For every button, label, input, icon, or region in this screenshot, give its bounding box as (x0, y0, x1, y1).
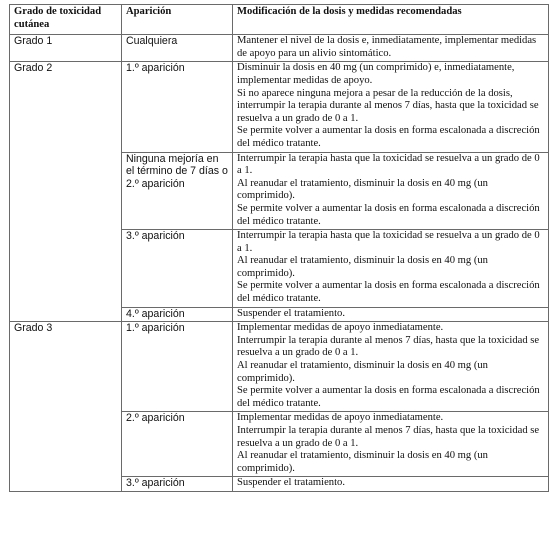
grade-cell: Grado 1 (10, 35, 122, 62)
recommendation-line: Se permite volver a aumentar la dosis en forma escalonada a discreción del médico tratante. (237, 202, 540, 227)
recommendation-line: Interrumpir la terapia hasta que la toxicidad se resuelva a un grado de 0 a 1. (237, 152, 540, 177)
recommendation-cell (233, 62, 549, 152)
recommendation-line: Se permite volver a aumentar la dosis en forma escalonada a discreción del médico tratante. (237, 385, 540, 409)
recommendation-cell (233, 152, 549, 230)
recommendation-line: Implementar medidas de apoyo inmediatamente. (237, 412, 444, 424)
table-row (10, 322, 549, 412)
header-occurrence: Aparición (122, 5, 233, 35)
occurrence-cell: 4.º aparición (122, 307, 233, 322)
grade-cell: Grado 2 (10, 62, 122, 322)
recommendation-line: Si no aparece ninguna mejora a pesar de la reducción de la dosis, interrumpir la terapia durante al menos 7 días, hasta que la toxicidad se resuelva a un grado de 0 a 1. (237, 87, 539, 124)
occurrence-cell: 2.º aparición (122, 412, 233, 477)
recommendation-line: Mantener el nivel de la dosis e, inmediatamente, implementar medidas de apoyo para un alivio sintomático. (237, 35, 537, 59)
grade-cell: Grado 3 (10, 322, 122, 492)
recommendation-cell (233, 307, 549, 322)
table-row (10, 35, 549, 62)
recommendation-cell (233, 322, 549, 412)
header-grade: Grado de toxicidad cutánea (10, 5, 122, 35)
recommendation-line: Se permite volver a aumentar la dosis en forma escalonada a discreción del médico tratante. (237, 280, 540, 305)
recommendation-line: Suspender el tratamiento. (237, 307, 345, 319)
recommendation-line: Al reanudar el tratamiento, disminuir la dosis en 40 mg (un comprimido). (237, 255, 488, 279)
occurrence-cell: 3.º aparición (122, 477, 233, 492)
recommendation-line: Suspender el tratamiento. (237, 477, 345, 489)
recommendation-line: Interrumpir la terapia durante al menos 7 días, hasta que la toxicidad se resuelva a un grado de 0 a 1. (237, 425, 540, 449)
recommendation-line: Interrumpir la terapia durante al menos 7 días, hasta que la toxicidad se resuelva a un grado de 0 a 1. (237, 334, 540, 359)
occurrence-cell: 1.º aparición (122, 322, 233, 412)
recommendation-line: Al reanudar el tratamiento, disminuir la dosis en 40 mg (un comprimido). (237, 360, 488, 384)
table-header-row (10, 5, 549, 35)
recommendation-line: Interrumpir la terapia hasta que la toxicidad se resuelva a un grado de 0 a 1. (237, 230, 540, 254)
occurrence-cell: 3.º aparición (122, 230, 233, 308)
recommendation-line: Al reanudar el tratamiento, disminuir la dosis en 40 mg (un comprimido). (237, 177, 488, 202)
skin-toxicity-table (9, 4, 549, 492)
table-row (10, 62, 549, 152)
recommendation-line: Se permite volver a aumentar la dosis en forma escalonada a discreción del médico tratante. (237, 125, 540, 149)
recommendation-line: Al reanudar el tratamiento, disminuir la dosis en 40 mg (un comprimido). (237, 450, 488, 474)
recommendation-cell (233, 412, 549, 477)
occurrence-cell: Cualquiera (122, 35, 233, 62)
header-recommendation: Modificación de la dosis y medidas recomendadas (233, 5, 549, 35)
recommendation-cell (233, 477, 549, 492)
recommendation-line: Disminuir la dosis en 40 mg (un comprimido) e, inmediatamente, implementar medidas de apoyo. (237, 62, 515, 86)
occurrence-cell: Ninguna mejoría en el término de 7 días o 2.º aparición (122, 152, 233, 230)
recommendation-line: Implementar medidas de apoyo inmediatamente. (237, 322, 444, 334)
recommendation-cell (233, 230, 549, 308)
occurrence-cell: 1.º aparición (122, 62, 233, 152)
recommendation-cell (233, 35, 549, 62)
